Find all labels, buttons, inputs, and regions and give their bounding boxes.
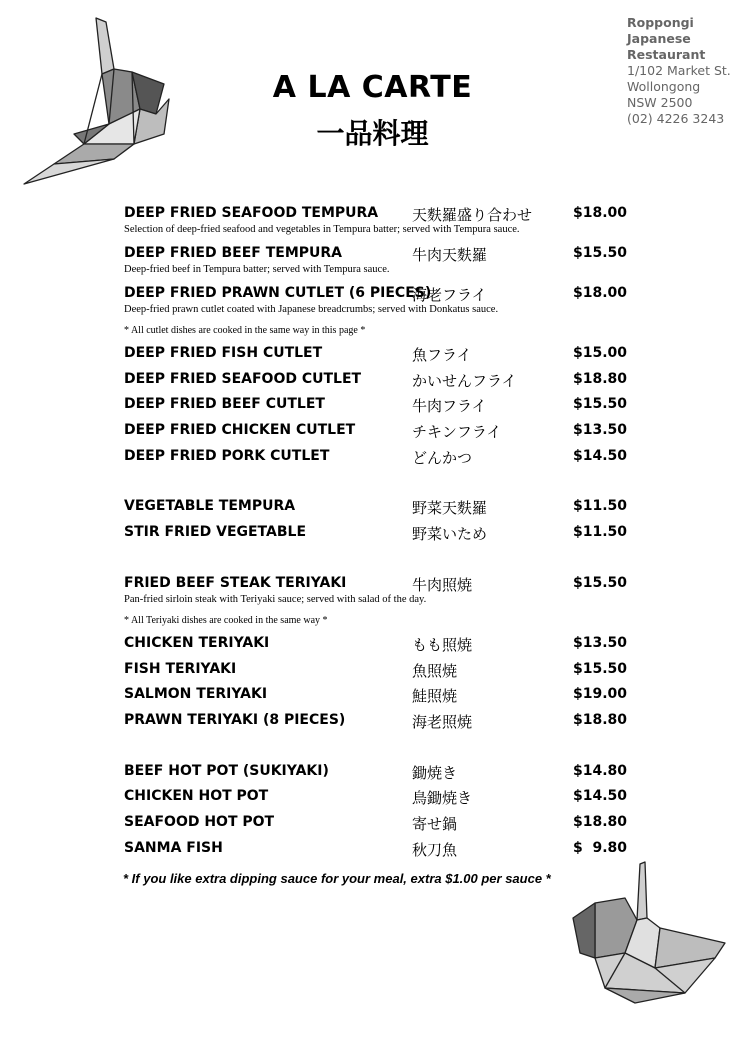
menu-item xyxy=(124,498,634,524)
page-title: A LA CARTE xyxy=(272,70,473,105)
menu-item xyxy=(124,763,634,789)
item-name: CHICKEN HOT POT xyxy=(124,788,269,805)
menu-item xyxy=(124,396,634,422)
phone-number: (02) 4226 3243 xyxy=(627,111,725,126)
origami-crane-icon xyxy=(14,14,184,189)
item-price: $19.00 xyxy=(573,686,628,703)
item-name: VEGETABLE TEMPURA xyxy=(124,498,296,515)
item-price: $18.80 xyxy=(573,813,628,830)
restaurant-info xyxy=(627,15,742,127)
item-name: DEEP FRIED BEEF TEMPURA xyxy=(124,245,343,261)
menu-item xyxy=(124,712,634,738)
item-name: DEEP FRIED SEAFOOD CUTLET xyxy=(124,370,362,387)
restaurant-name-line2: Japanese xyxy=(627,31,691,46)
menu-item xyxy=(124,575,634,615)
item-japanese-name: 海老照焼 xyxy=(412,712,473,731)
section-spacer xyxy=(124,473,634,498)
item-price: $15.50 xyxy=(573,245,628,261)
item-name: FISH TERIYAKI xyxy=(124,660,237,677)
item-price: $18.00 xyxy=(573,285,628,301)
item-japanese-name: 鋤焼き xyxy=(412,763,458,782)
item-japanese-name: 天麩羅盛り合わせ xyxy=(412,206,533,224)
item-description: Pan-fried sirloin steak with Teriyaki sauce; served with salad of the day. xyxy=(124,593,427,605)
item-japanese-name: 野菜いため xyxy=(412,525,488,544)
menu-item xyxy=(124,448,634,474)
item-price: $15.00 xyxy=(573,345,628,361)
menu-item xyxy=(124,285,634,325)
menu-item xyxy=(124,524,634,550)
section-spacer xyxy=(124,738,634,763)
menu-item xyxy=(124,205,634,245)
item-price: $18.00 xyxy=(573,205,628,221)
address-line1: 1/102 Market St. xyxy=(627,63,731,78)
item-price: $13.50 xyxy=(573,634,628,651)
item-japanese-name: 海老フライ xyxy=(412,286,487,304)
item-name: DEEP FRIED PRAWN CUTLET (6 PIECES) xyxy=(124,285,432,301)
item-name: DEEP FRIED FISH CUTLET xyxy=(124,345,323,361)
menu-item xyxy=(124,422,634,448)
item-price: $14.50 xyxy=(573,447,628,464)
item-name: SEAFOOD HOT POT xyxy=(124,813,275,830)
item-japanese-name: 牛肉天麩羅 xyxy=(412,246,488,264)
item-japanese-name: 野菜天麩羅 xyxy=(412,499,488,518)
item-name: PRAWN TERIYAKI (8 PIECES) xyxy=(124,711,346,728)
item-name: SANMA FISH xyxy=(124,839,223,856)
item-name: DEEP FRIED CHICKEN CUTLET xyxy=(124,422,356,439)
cooking-note: * All Teriyaki dishes are cooked in the same way * xyxy=(124,614,328,626)
item-name: DEEP FRIED BEEF CUTLET xyxy=(124,396,325,413)
item-name: BEEF HOT POT (SUKIYAKI) xyxy=(124,762,329,779)
extra-sauce-note: * If you like extra dipping sauce for your meal, extra $1.00 per sauce * xyxy=(123,871,551,886)
item-japanese-name: 魚照焼 xyxy=(412,661,458,680)
menu-item xyxy=(124,686,634,712)
address-line3: NSW 2500 xyxy=(627,95,693,110)
menu-item xyxy=(124,245,634,285)
item-japanese-name: チキンフライ xyxy=(412,423,502,442)
item-price: $13.50 xyxy=(573,422,628,439)
menu-item xyxy=(124,788,634,814)
item-japanese-name: かいせんフライ xyxy=(412,371,517,390)
item-price: $14.80 xyxy=(573,762,628,779)
restaurant-name-line1: Roppongi xyxy=(627,15,694,30)
menu-list xyxy=(124,205,634,865)
item-price: $14.50 xyxy=(573,788,628,805)
item-japanese-name: 寄せ鍋 xyxy=(412,814,458,833)
item-price: $15.50 xyxy=(573,396,628,413)
restaurant-name-line3: Restaurant xyxy=(627,47,706,62)
item-japanese-name: 鮭照焼 xyxy=(412,687,458,706)
item-japanese-name: 牛肉フライ xyxy=(412,397,487,416)
item-name: STIR FRIED VEGETABLE xyxy=(124,524,307,541)
cooking-note: * All cutlet dishes are cooked in the same way in this page * xyxy=(124,325,366,336)
item-price: $11.50 xyxy=(573,498,628,515)
menu-item xyxy=(124,371,634,397)
section-spacer xyxy=(124,550,634,575)
item-price: $11.50 xyxy=(573,524,628,541)
item-japanese-name: 鳥鋤焼き xyxy=(412,789,473,808)
item-japanese-name: もも照焼 xyxy=(412,635,473,654)
page-subtitle: 一品料理 xyxy=(316,117,429,150)
address-line2: Wollongong xyxy=(627,79,701,94)
item-price: $15.50 xyxy=(573,574,628,591)
menu-item xyxy=(124,345,634,371)
item-name: DEEP FRIED SEAFOOD TEMPURA xyxy=(124,205,379,221)
origami-crane-icon xyxy=(565,858,735,1008)
menu-item xyxy=(124,814,634,840)
menu-item xyxy=(124,635,634,661)
item-name: FRIED BEEF STEAK TERIYAKI xyxy=(124,574,347,591)
item-name: CHICKEN TERIYAKI xyxy=(124,634,270,651)
item-price: $ 9.80 xyxy=(573,839,628,856)
item-price: $15.50 xyxy=(573,660,628,677)
item-price: $18.80 xyxy=(573,711,628,728)
item-description: Deep-fried prawn cutlet coated with Japanese breadcrumbs; served with Donkatus sauce. xyxy=(124,304,499,315)
item-japanese-name: 魚フライ xyxy=(412,346,472,364)
item-price: $18.80 xyxy=(573,370,628,387)
item-japanese-name: 秋刀魚 xyxy=(412,840,458,859)
item-japanese-name: 牛肉照焼 xyxy=(412,575,473,594)
item-japanese-name: どんかつ xyxy=(412,448,473,467)
item-description: Selection of deep-fried seafood and vegetables in Tempura batter; served with Tempura sauce. xyxy=(124,224,520,235)
item-name: DEEP FRIED PORK CUTLET xyxy=(124,447,330,464)
menu-item xyxy=(124,840,634,866)
menu-item xyxy=(124,661,634,687)
item-name: SALMON TERIYAKI xyxy=(124,686,268,703)
item-description: Deep-fried beef in Tempura batter; served with Tempura sauce. xyxy=(124,264,390,275)
